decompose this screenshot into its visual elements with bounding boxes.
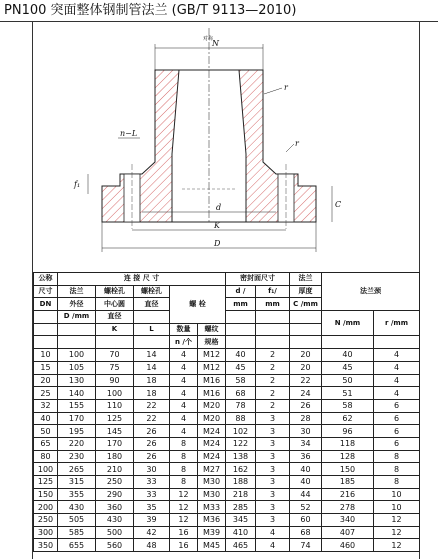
table-cell: 15 [34,361,58,374]
table-body [34,349,420,552]
table-row [34,514,420,527]
table-cell: 218 [226,488,256,501]
document-title: PN100 突面整体钢制管法兰 (GB/T 9113—2010) [0,0,438,22]
table-cell: M39 [198,526,226,539]
table-cell: 16 [170,526,198,539]
table-cell: 2 [256,349,290,362]
table-cell: M20 [198,399,226,412]
table-cell: 51 [322,387,374,400]
table-cell: 40 [290,476,322,489]
table-cell: 125 [34,476,58,489]
table-cell: M24 [198,437,226,450]
table-cell: 30 [290,425,322,438]
table-cell: 4 [374,387,420,400]
hdr-K: K [96,323,134,336]
table-row [34,526,420,539]
table-row [34,501,420,514]
table-cell: 12 [374,539,420,552]
hdr-dn: DN [34,298,58,311]
hdr-spec: 规格 [198,336,226,349]
table-cell: 6 [374,437,420,450]
table-cell: 10 [374,501,420,514]
table-cell: 12 [170,501,198,514]
table-cell: M45 [198,539,226,552]
table-cell: M16 [198,374,226,387]
table-cell: 42 [134,526,170,539]
table-cell: 105 [58,361,96,374]
hdr-outer: 外径 [58,298,96,311]
table-cell: 210 [96,463,134,476]
table-cell: 345 [226,514,256,527]
table-cell: 350 [34,539,58,552]
table-cell: 102 [226,425,256,438]
dim-nL-label: n−L [120,129,138,138]
table-cell: 48 [134,539,170,552]
table-row [34,425,420,438]
table-cell: 8 [374,476,420,489]
table-cell: 285 [226,501,256,514]
table-cell: 20 [290,349,322,362]
hdr-nominal: 公称 [34,273,58,286]
table-cell: 90 [96,374,134,387]
table-cell: 250 [34,514,58,527]
table-cell: 430 [96,514,134,527]
dim-N-label: N [212,39,219,48]
table-cell: 4 [374,361,420,374]
table-cell: 44 [290,488,322,501]
table-cell: 585 [58,526,96,539]
table-cell: 68 [226,387,256,400]
table-cell: 220 [58,437,96,450]
table-cell: 4 [256,526,290,539]
table-cell: 65 [34,437,58,450]
table-cell: 14 [134,361,170,374]
table-cell: 4 [374,349,420,362]
table-cell: M30 [198,476,226,489]
table-cell: 26 [134,437,170,450]
table-cell: 74 [290,539,322,552]
table-cell: 3 [256,450,290,463]
table-cell: 12 [374,526,420,539]
table-cell: 4 [170,425,198,438]
table-cell: 50 [34,425,58,438]
table-row [34,476,420,489]
table-cell: 68 [290,526,322,539]
dim-C-label: C [335,200,342,209]
table-cell: 35 [134,501,170,514]
hdr-N-mm: N /mm [322,311,374,336]
hdr-n-unit: n /个 [170,336,198,349]
table-cell: 100 [96,387,134,400]
table-cell: 70 [96,349,134,362]
table-cell: 278 [322,501,374,514]
dim-r2-label: r [295,139,299,148]
table-cell: 2 [256,374,290,387]
table-cell: M20 [198,412,226,425]
table-cell: 162 [226,463,256,476]
table-cell: 465 [226,539,256,552]
table-cell: 6 [374,399,420,412]
table-cell: 180 [96,450,134,463]
table-cell: 410 [226,526,256,539]
table-cell: 150 [322,463,374,476]
table-cell: 3 [256,476,290,489]
table-cell: 155 [58,399,96,412]
table-cell: M24 [198,450,226,463]
table-row [34,412,420,425]
table-cell: 40 [290,463,322,476]
hdr-f1-mm: mm [256,298,290,311]
table-cell: M12 [198,349,226,362]
table-cell: 34 [290,437,322,450]
table-cell: 145 [96,425,134,438]
table-row [34,361,420,374]
table-cell: 138 [226,450,256,463]
table-cell: 12 [170,488,198,501]
dim-K-label: K [214,221,220,230]
table-cell: 25 [34,387,58,400]
table-cell: 45 [226,361,256,374]
dim-d-label: d [216,203,222,212]
table-cell: M36 [198,514,226,527]
table-cell: 4 [170,412,198,425]
table-cell: 430 [58,501,96,514]
table-cell: 8 [374,450,420,463]
table-cell: 33 [134,476,170,489]
table-cell: M12 [198,361,226,374]
table-cell: 300 [34,526,58,539]
flange-right-section [239,70,316,222]
table-cell: 250 [96,476,134,489]
table-cell: 216 [322,488,374,501]
hdr-bolt-hole: 螺栓孔 [134,285,170,298]
hdr-r-mm: r /mm [374,311,420,336]
table-cell: 230 [58,450,96,463]
table-cell: 100 [58,349,96,362]
hdr-size: 尺寸 [34,285,58,298]
table-cell: 60 [290,514,322,527]
dim-D-label: D [214,239,221,248]
table-cell: 188 [226,476,256,489]
table-cell: 110 [96,399,134,412]
table-cell: 26 [134,450,170,463]
table-cell: 8 [170,450,198,463]
table-cell: 16 [170,539,198,552]
table-cell: 170 [58,412,96,425]
table-cell: M33 [198,501,226,514]
table-cell: 185 [322,476,374,489]
table-row [34,450,420,463]
table-cell: 8 [374,463,420,476]
table-cell: 3 [256,514,290,527]
hdr-flange-od: 法兰 [58,285,96,298]
hdr-sealing-surface: 密封面尺寸 [226,273,290,286]
table-cell: 125 [96,412,134,425]
table-cell: 118 [322,437,374,450]
table-cell: 355 [58,488,96,501]
hdr-neck: 法兰颈 [322,273,420,311]
hdr-connection-size: 连 接 尺 寸 [58,273,226,286]
table-cell: 96 [322,425,374,438]
table-cell: 130 [58,374,96,387]
table-cell: 315 [58,476,96,489]
table-cell: 10 [374,488,420,501]
table-cell: M24 [198,425,226,438]
table-cell: 3 [256,501,290,514]
table-cell: 407 [322,526,374,539]
table-cell: 40 [226,349,256,362]
table-cell: 18 [134,374,170,387]
table-cell: 4 [170,361,198,374]
hdr-diameter: 直径 [134,298,170,311]
table-cell: 360 [96,501,134,514]
table-cell: 40 [322,349,374,362]
table-cell: 500 [96,526,134,539]
flange-left-section [102,70,179,222]
table-row [34,374,420,387]
dim-f1-label: f₁ [74,180,81,189]
table-cell: 2 [256,387,290,400]
table-cell: 128 [322,450,374,463]
hdr-d-mm: mm [226,298,256,311]
dim-r-label: r [284,83,288,92]
table-cell: 58 [226,374,256,387]
table-cell: 20 [34,374,58,387]
table-cell: 18 [134,387,170,400]
hdr-L: L [134,323,170,336]
table-cell: 265 [58,463,96,476]
table-cell: 40 [34,412,58,425]
table-cell: 560 [96,539,134,552]
table-cell: 4 [170,387,198,400]
table-cell: M27 [198,463,226,476]
hdr-f1: f₁/ [256,285,290,298]
table-cell: 3 [256,425,290,438]
table-cell: 22 [290,374,322,387]
table-row [34,463,420,476]
table-cell: 2 [256,361,290,374]
hdr-diameter2: 直径 [96,311,134,324]
table-cell: 58 [322,399,374,412]
table-cell: 33 [134,488,170,501]
hdr-flange: 法兰 [290,273,322,286]
table-row [34,399,420,412]
table-cell: 28 [290,412,322,425]
table-cell: 30 [134,463,170,476]
table-cell: 12 [170,514,198,527]
table-cell: 39 [134,514,170,527]
table-cell: M16 [198,387,226,400]
table-cell: 505 [58,514,96,527]
table-cell: 6 [374,425,420,438]
table-cell: 122 [226,437,256,450]
table-cell: 4 [170,399,198,412]
hdr-count: 数量 [170,323,198,336]
table-row [34,349,420,362]
table-cell: 26 [290,399,322,412]
table-cell: 14 [134,349,170,362]
table-cell: 3 [256,463,290,476]
table-cell: 200 [34,501,58,514]
table-cell: 26 [134,425,170,438]
table-cell: 12 [374,514,420,527]
flange-drawing [32,24,420,270]
table-cell: 100 [34,463,58,476]
table-cell: 460 [322,539,374,552]
table-cell: 24 [290,387,322,400]
symmetry-note: 对称 [203,36,214,42]
table-cell: 4 [374,374,420,387]
table-cell: 36 [290,450,322,463]
table-cell: 4 [170,349,198,362]
table-cell: 3 [256,437,290,450]
hdr-bolt-circle: 螺栓孔 [96,285,134,298]
table-cell: 2 [256,399,290,412]
table-cell: 75 [96,361,134,374]
hdr-thickness: 厚度 [290,285,322,298]
table-cell: 150 [34,488,58,501]
table-cell: 62 [322,412,374,425]
table-cell: 170 [96,437,134,450]
hdr-bolt: 螺 栓 [170,285,226,323]
table-cell: 8 [170,437,198,450]
table-cell: 50 [322,374,374,387]
table-cell: 4 [256,539,290,552]
table-cell: 45 [322,361,374,374]
table-cell: 340 [322,514,374,527]
table-row [34,488,420,501]
table-cell: M30 [198,488,226,501]
table-cell: 8 [170,476,198,489]
dimension-table [33,272,420,552]
table-cell: 78 [226,399,256,412]
table-cell: 195 [58,425,96,438]
table-cell: 655 [58,539,96,552]
hdr-d: d / [226,285,256,298]
table-cell: 6 [374,412,420,425]
table-cell: 80 [34,450,58,463]
hdr-center-circle: 中心圆 [96,298,134,311]
table-cell: 140 [58,387,96,400]
hdr-thread: 螺纹 [198,323,226,336]
table-cell: 52 [290,501,322,514]
hdr-c-mm: C /mm [290,298,322,311]
table-cell: 3 [256,412,290,425]
table-row [34,437,420,450]
table-cell: 4 [170,374,198,387]
table-cell: 3 [256,488,290,501]
table-cell: 10 [34,349,58,362]
table-cell: 22 [134,412,170,425]
table-cell: 290 [96,488,134,501]
table-row [34,539,420,552]
table-cell: 8 [170,463,198,476]
table-cell: 32 [34,399,58,412]
table-cell: 88 [226,412,256,425]
table-cell: 20 [290,361,322,374]
hdr-D-mm: D /mm [58,311,96,324]
table-row [34,387,420,400]
table-cell: 22 [134,399,170,412]
